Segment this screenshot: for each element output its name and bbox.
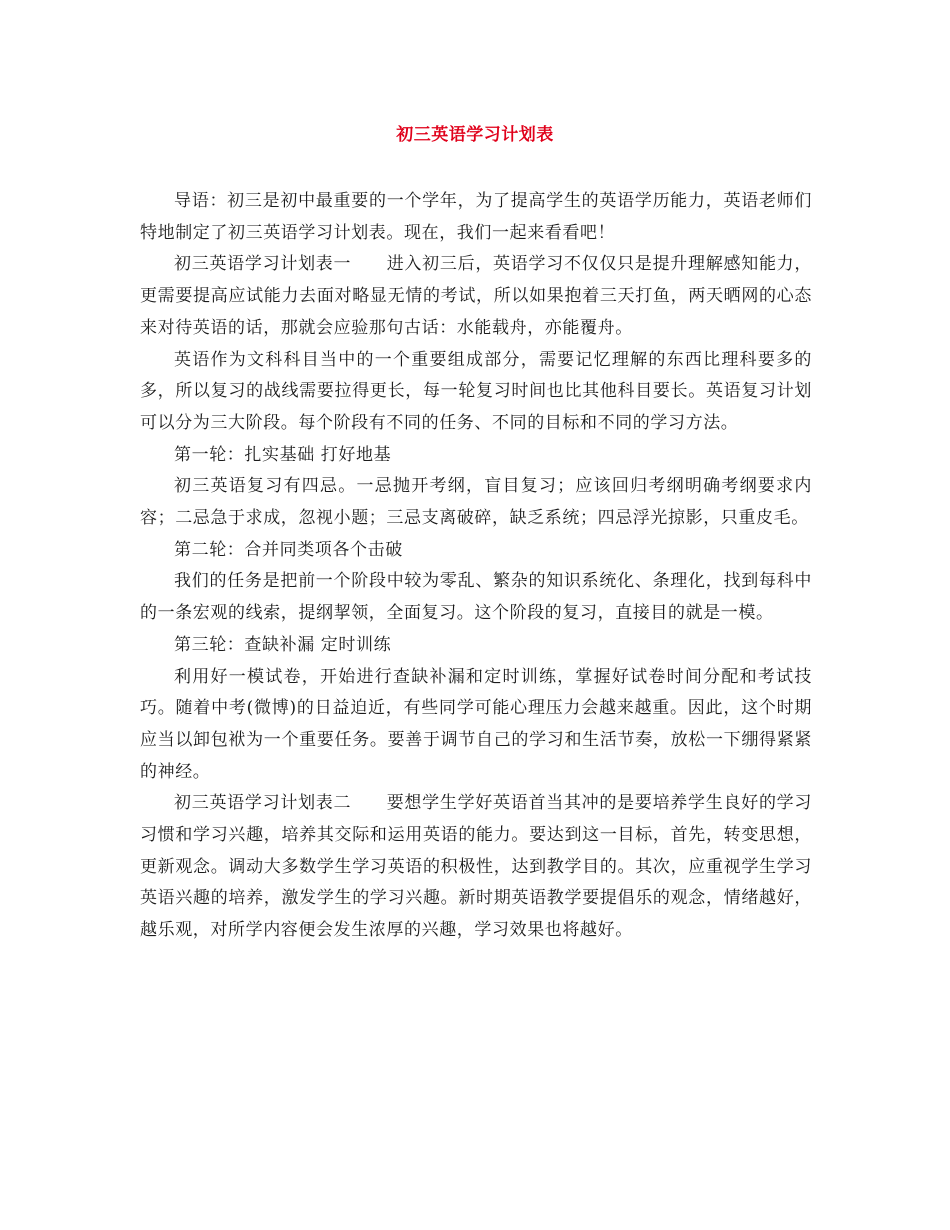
round-one-heading: 第一轮：扎实基础 打好地基 bbox=[174, 444, 392, 465]
round-one-paragraph: 初三英语复习有四忌。一忌抛开考纲，盲目复习；应该回归考纲明确考纲要求内容；二忌急于求成，忽视小题；三忌支离破碎，缺乏系统；四忌浮光掠影，只重皮毛。 bbox=[140, 476, 812, 529]
round-three-paragraph: 利用好一模试卷，开始进行查缺补漏和定时训练，掌握好试卷时间分配和考试技巧。随着中考(微博)的日益迫近，有些同学可能心理压力会越来越重。因此，这个时期应当以卸包袱为一个重要任务。要善于调节自己的学习和生活节奏，放松一下绷得紧紧的神经。 bbox=[140, 666, 812, 782]
document-title: 初三英语学习计划表 bbox=[396, 125, 554, 145]
round-two-paragraph: 我们的任务是把前一个阶段中较为零乱、繁杂的知识系统化、条理化，找到每科中的一条宏观的线索，提纲挈领，全面复习。这个阶段的复习，直接目的就是一模。 bbox=[140, 571, 812, 624]
plan-one-paragraph: 初三英语学习计划表一 进入初三后，英语学习不仅仅只是提升理解感知能力，更需要提高应试能力去面对略显无情的考试，所以如果抱着三天打鱼，两天晒网的心态来对待英语的话，那就会应验那句古话：水能载舟，亦能覆舟。 bbox=[140, 254, 812, 338]
intro-paragraph: 导语：初三是初中最重要的一个学年，为了提高学生的英语学历能力，英语老师们特地制定了初三英语学习计划表。现在，我们一起来看看吧！ bbox=[140, 191, 812, 243]
round-two-heading: 第二轮：合并同类项各个击破 bbox=[174, 539, 403, 560]
document-body bbox=[140, 186, 812, 947]
plan-two-paragraph: 初三英语学习计划表二 要想学生学好英语首当其冲的是要培养学生良好的学习习惯和学习兴趣，培养其交际和运用英语的能力。要达到这一目标，首先，转变思想，更新观念。调动大多数学生学习英语的积极性，达到教学目的。其次，应重视学生学习英语兴趣的培养，激发学生的学习兴趣。新时期英语教学要提倡乐的观念，情绪越好，越乐观，对所学内容便会发生浓厚的兴趣，学习效果也将越好。 bbox=[140, 793, 812, 941]
round-three-heading: 第三轮：查缺补漏 定时训练 bbox=[174, 634, 392, 655]
stages-paragraph: 英语作为文科科目当中的一个重要组成部分，需要记忆理解的东西比理科要多的多，所以复习的战线需要拉得更长，每一轮复习时间也比其他科目要长。英语复习计划可以分为三大阶段。每个阶段有不同的任务、不同的目标和不同的学习方法。 bbox=[140, 349, 812, 433]
